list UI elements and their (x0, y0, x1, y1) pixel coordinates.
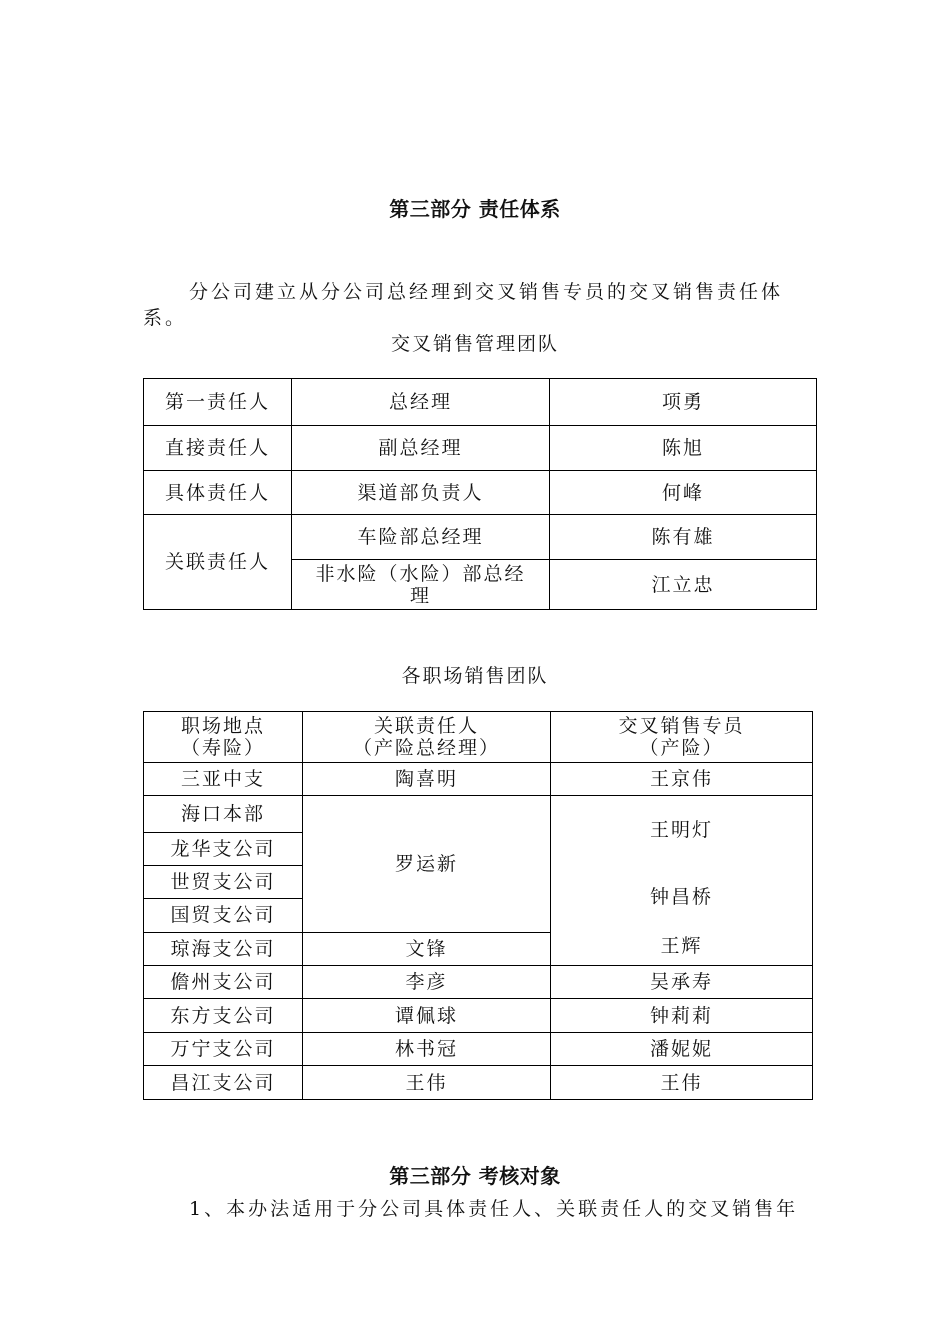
specialist-cell-merged (551, 796, 813, 966)
location-cell: 琼海支公司 (144, 932, 303, 965)
position-line: 非水险（水险）部总经 (315, 562, 526, 585)
position-cell (292, 560, 550, 610)
table-row (144, 1033, 813, 1066)
specialist-cell: 王伟 (551, 1066, 813, 1100)
table-header-row (144, 712, 813, 763)
table-row (144, 471, 817, 515)
table-row (144, 1066, 813, 1100)
location-cell: 昌江支公司 (144, 1066, 303, 1100)
header-line: （产险） (639, 737, 724, 759)
header-line: 关联责任人 (373, 715, 479, 737)
name-cell: 项勇 (550, 379, 817, 426)
position-cell: 渠道部负责人 (292, 471, 550, 515)
intro-paragraph-line2: 系。 (143, 307, 188, 329)
intro-paragraph-line1: 分公司建立从分公司总经理到交叉销售专员的交叉销售责任体 (189, 281, 784, 303)
header-cell-location (144, 712, 303, 763)
mgmt-team-caption: 交叉销售管理团队 (390, 333, 559, 355)
location-cell: 三亚中支 (144, 763, 303, 796)
specialist-cell: 潘妮妮 (551, 1033, 813, 1066)
role-cell: 关联责任人 (144, 515, 292, 610)
location-cell: 万宁支公司 (144, 1033, 303, 1066)
role-cell: 具体责任人 (144, 471, 292, 515)
manager-cell: 谭佩球 (303, 999, 551, 1033)
header-line: （寿险） (180, 737, 265, 759)
table-row (144, 796, 813, 833)
table-row (144, 515, 817, 560)
specialist-name: 钟昌桥 (649, 886, 713, 908)
position-cell: 总经理 (292, 379, 550, 426)
section-heading-responsibility: 第三部分 责任体系 (389, 197, 561, 221)
header-line: （产险总经理） (352, 737, 500, 759)
name-cell: 陈有雄 (550, 515, 817, 560)
position-cell: 副总经理 (292, 426, 550, 471)
header-line: 交叉销售专员 (618, 715, 745, 737)
specialist-name: 王明灯 (649, 819, 713, 841)
name-cell: 江立忠 (550, 560, 817, 610)
sales-team-table (143, 711, 813, 1100)
location-cell: 东方支公司 (144, 999, 303, 1033)
manager-cell: 陶喜明 (303, 763, 551, 796)
specialist-cell: 钟莉莉 (551, 999, 813, 1033)
manager-cell-merged: 罗运新 (303, 796, 551, 933)
location-cell: 龙华支公司 (144, 833, 303, 866)
mgmt-team-table (143, 378, 817, 610)
location-cell: 海口本部 (144, 796, 303, 833)
manager-cell: 文锋 (303, 932, 551, 965)
header-line: 职场地点 (180, 715, 265, 737)
header-cell-manager (303, 712, 551, 763)
table-row (144, 426, 817, 471)
position-line: 理 (409, 584, 431, 607)
table-row (144, 966, 813, 999)
manager-cell: 林书冠 (303, 1033, 551, 1066)
location-cell: 国贸支公司 (144, 898, 303, 932)
specialist-cell: 王京伟 (551, 763, 813, 796)
table-row (144, 999, 813, 1033)
table-row (144, 763, 813, 796)
specialist-cell: 吴承寿 (551, 966, 813, 999)
name-cell: 何峰 (550, 471, 817, 515)
role-cell: 直接责任人 (144, 426, 292, 471)
manager-cell: 李彦 (303, 966, 551, 999)
name-cell: 陈旭 (550, 426, 817, 471)
manager-cell: 王伟 (303, 1066, 551, 1100)
header-cell-specialist (551, 712, 813, 763)
role-cell: 第一责任人 (144, 379, 292, 426)
table-row (144, 379, 817, 426)
location-cell: 世贸支公司 (144, 866, 303, 898)
location-cell: 儋州支公司 (144, 966, 303, 999)
assessment-paragraph-line1: 1、本办法适用于分公司具体责任人、关联责任人的交叉销售年 (189, 1198, 799, 1220)
sales-team-caption: 各职场销售团队 (401, 665, 549, 687)
position-cell: 车险部总经理 (292, 515, 550, 560)
section-heading-assessment: 第三部分 考核对象 (389, 1164, 561, 1188)
specialist-name: 王辉 (660, 935, 703, 957)
